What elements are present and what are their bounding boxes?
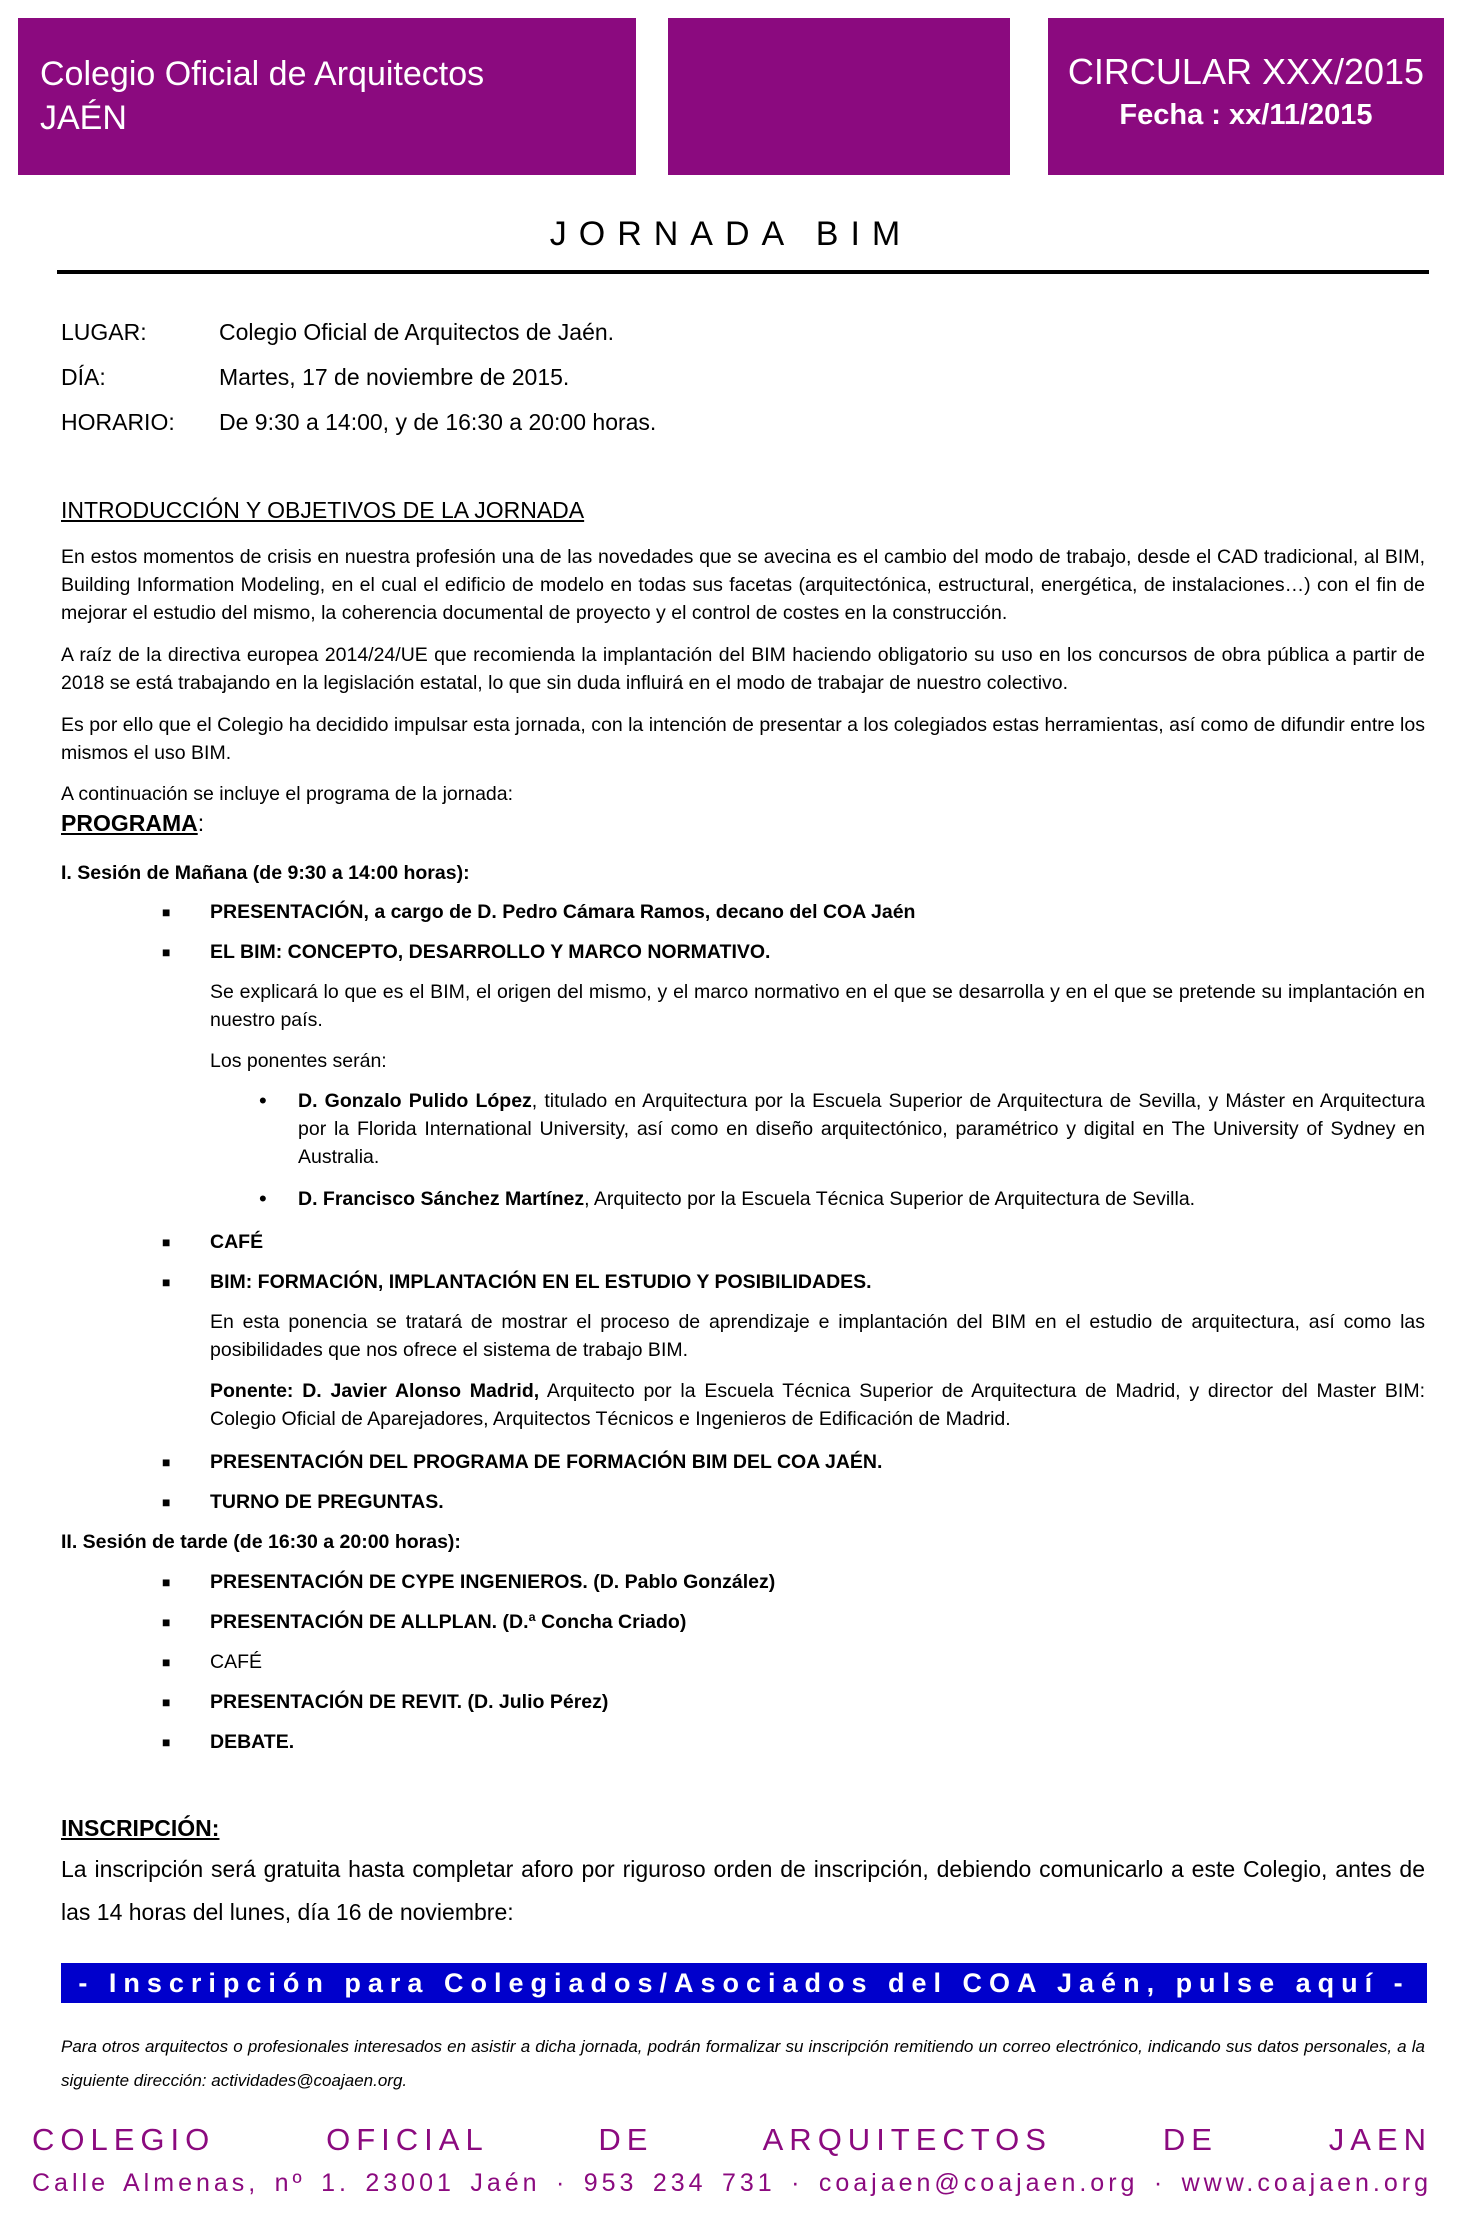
ponente-1-name: D. Gonzalo Pulido López <box>298 1090 532 1112</box>
org-name-line1: Colegio Oficial de Arquitectos <box>40 55 485 93</box>
bullet-square-icon: ■ <box>162 1614 171 1630</box>
ponentes-intro: Los ponentes serán: <box>210 1050 387 1072</box>
header-middle-box <box>668 18 1010 175</box>
s2-item-cype: PRESENTACIÓN DE CYPE INGENIEROS. (D. Pablo González) <box>210 1571 776 1593</box>
horario-label: HORARIO: <box>61 409 175 435</box>
intro-paragraph-4: A continuación se incluye el programa de la jornada: <box>61 783 514 805</box>
dia-value: Martes, 17 de noviembre de 2015. <box>219 364 570 390</box>
bullet-square-icon: ■ <box>162 904 171 920</box>
s1-item-presentacion: PRESENTACIÓN, a cargo de D. Pedro Cámara Ramos, decano del COA Jaén <box>210 901 916 923</box>
s1-item-bim-concepto: EL BIM: CONCEPTO, DESARROLLO Y MARCO NORMATIVO. <box>210 941 771 963</box>
intro-paragraph-3: Es por ello que el Colegio ha decidido impulsar esta jornada, con la intención de presentar a los colegiados estas herramientas, así como de difundir entre los mismos el uso BIM. <box>61 714 1425 764</box>
otros-profesionales-note: Para otros arquitectos o profesionales interesados en asistir a dicha jornada, podrán formalizar su inscripción remitiendo un correo electrónico, indicando sus datos personales, a la siguiente dirección: actividades@coajaen.org. <box>61 2037 1425 2090</box>
programa-colon: : <box>197 810 205 836</box>
info-lugar <box>61 318 614 346</box>
bullet-square-icon: ■ <box>162 1454 171 1470</box>
inscripcion-text: La inscripción será gratuita hasta completar aforo por riguroso orden de inscripción, debiendo comunicarlo a este Colegio, antes de las 14 horas del lunes, día 16 de noviembre: <box>61 1856 1425 1925</box>
bim-formacion-description: En esta ponencia se tratará de mostrar el proceso de aprendizaje e implantación del BIM en el estudio de arquitectura, así como las posibilidades que nos ofrece el sistema de trabajo BIM. <box>210 1311 1425 1361</box>
programa-heading <box>61 809 204 837</box>
circular-date: Fecha : xx/11/2015 <box>1119 99 1373 131</box>
s1-item-preguntas: TURNO DE PREGUNTAS. <box>210 1491 444 1513</box>
lugar-value: Colegio Oficial de Arquitectos de Jaén. <box>219 319 615 345</box>
bullet-square-icon: ■ <box>162 1494 171 1510</box>
footer-contact: Calle Almenas, nº 1. 23001 Jaén · 953 234 731 · coajaen@coajaen.org · www.coajaen.org <box>32 2169 1432 2197</box>
bullet-square-icon: ■ <box>162 1234 171 1250</box>
ponente-3-name: Ponente: D. Javier Alonso Madrid, <box>210 1380 540 1402</box>
session-1-heading: I. Sesión de Mañana (de 9:30 a 14:00 horas): <box>61 862 470 884</box>
info-horario <box>61 408 656 436</box>
ponente-3 <box>210 1377 1425 1433</box>
bullet-square-icon: ■ <box>162 1274 171 1290</box>
ponente-2 <box>298 1185 1425 1213</box>
header-org-box <box>18 18 636 175</box>
bim-concepto-description: Se explicará lo que es el BIM, el origen del mismo, y el marco normativo en el que se desarrolla y en el que se pretende su implantación en nuestro país. <box>210 981 1425 1031</box>
ponente-2-name: D. Francisco Sánchez Martínez <box>298 1188 585 1210</box>
ponente-1-description: , titulado en Arquitectura por la Escuela Superior de Arquitectura de Sevilla, y Máster en Arquitectura por la Florida International University, así como en diseño arquitectónico, paramétrico y digital en The University of Sydney en Australia. <box>298 1090 1426 1168</box>
org-name <box>40 52 484 140</box>
s1-item-programa-formacion: PRESENTACIÓN DEL PROGRAMA DE FORMACIÓN BIM DEL COA JAÉN. <box>210 1451 883 1473</box>
horario-value: De 9:30 a 14:00, y de 16:30 a 20:00 horas. <box>219 409 657 435</box>
bullet-dot-icon: • <box>259 1186 267 1211</box>
bullet-square-icon: ■ <box>162 1734 171 1750</box>
lugar-label: LUGAR: <box>61 319 147 345</box>
intro-paragraph-2: A raíz de la directiva europea 2014/24/UE que recomienda la implantación del BIM haciendo obligatorio su uso en los concursos de obra pública a partir de 2018 se está trabajando en la legislación estatal, lo que sin duda influirá en el modo de trabajar de nuestro colectivo. <box>61 644 1425 694</box>
bullet-square-icon: ■ <box>162 944 171 960</box>
inscripcion-link-button[interactable]: - Inscripción para Colegiados/Asociados del COA Jaén, pulse aquí - <box>61 1963 1427 2003</box>
bullet-dot-icon: • <box>259 1088 267 1113</box>
bullet-square-icon: ■ <box>162 1694 171 1710</box>
s2-item-cafe: CAFÉ <box>210 1651 263 1673</box>
s1-item-cafe: CAFÉ <box>210 1231 264 1253</box>
s2-item-revit: PRESENTACIÓN DE REVIT. (D. Julio Pérez) <box>210 1691 609 1713</box>
s1-item-bim-formacion: BIM: FORMACIÓN, IMPLANTACIÓN EN EL ESTUDIO Y POSIBILIDADES. <box>210 1271 872 1293</box>
org-name-line2: JAÉN <box>40 99 127 137</box>
header-circular-box <box>1048 18 1444 175</box>
programa-label: PROGRAMA <box>61 810 198 836</box>
intro-paragraph-1: En estos momentos de crisis en nuestra profesión una de las novedades que se avecina es el cambio del modo de trabajo, desde el CAD tradicional, al BIM, Building Information Modeling, en el cual el edificio de modelo en todas sus facetas (arquitectónica, estructural, energética, de instalaciones…) con el fin de mejorar el estudio del mismo, la coherencia documental de proyecto y el control de costes en la construcción. <box>61 546 1425 624</box>
bullet-square-icon: ■ <box>162 1574 171 1590</box>
circular-number: CIRCULAR XXX/2015 <box>1067 51 1425 92</box>
s2-item-debate: DEBATE. <box>210 1731 295 1753</box>
document-title: JORNADA BIM <box>549 215 913 253</box>
session-2-heading: II. Sesión de tarde (de 16:30 a 20:00 horas): <box>61 1531 461 1553</box>
s2-item-allplan: PRESENTACIÓN DE ALLPLAN. (D.ª Concha Criado) <box>210 1611 687 1633</box>
ponente-2-description: , Arquitecto por la Escuela Técnica Superior de Arquitectura de Sevilla. <box>584 1188 1196 1210</box>
dia-label: DÍA: <box>61 364 106 390</box>
ponente-1 <box>298 1087 1425 1171</box>
inscripcion-heading: INSCRIPCIÓN: <box>61 1815 220 1841</box>
footer-org-name: COLEGIO OFICIAL DE ARQUITECTOS DE JAEN <box>32 2122 1432 2157</box>
intro-heading: INTRODUCCIÓN Y OBJETIVOS DE LA JORNADA <box>61 497 585 523</box>
info-dia <box>61 363 569 391</box>
title-divider <box>57 270 1429 274</box>
ponente-3-description: Arquitecto por la Escuela Técnica Superior de Arquitectura de Madrid, y director del Master BIM: Colegio Oficial de Aparejadores, Arquitectos Técnicos e Ingenieros de Edificación de Madrid. <box>210 1380 1425 1430</box>
bullet-square-icon: ■ <box>162 1654 171 1670</box>
